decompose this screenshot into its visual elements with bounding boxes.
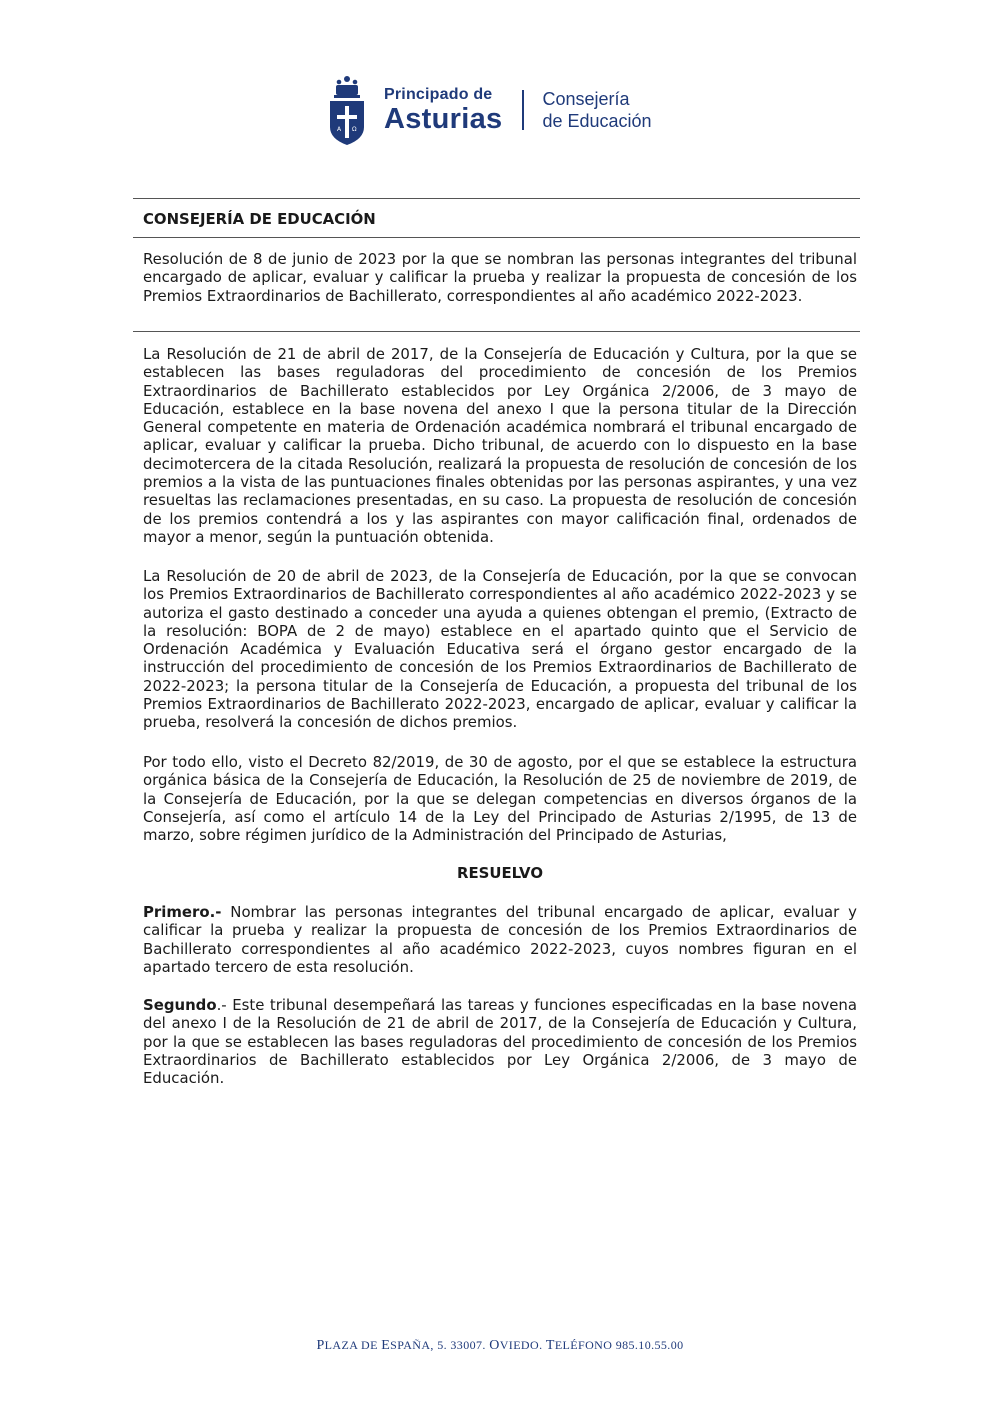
rule-bottom: [133, 331, 860, 332]
footer-p7: 985.10.55.00: [612, 1338, 684, 1352]
rule-top: [133, 198, 860, 199]
paragraph-1-text: La Resolución de 21 de abril de 2017, de la Consejería de Educación y Cultura, por la que se establecen las bases reguladoras del procedimiento de concesión de los Premios Extraordinarios de Bachillerato establecidos por Ley Orgánica 2/2006, de 3 mayo de Educación, establece en la base novena del anexo I que la persona titular de la Dirección General competente en materia de Ordenación académica nombrará el tribunal encargado de aplicar, evaluar y calificar la prueba. Dicho tribunal, de acuerdo con lo dispuesto en la base decimotercera de la citada Resolución, realizará la propuesta de resolución de concesión de los premios a la vista de las puntuaciones finales obtenidas por las personas aspirantes, y una vez resueltas las reclamaciones presentadas, en su caso. La propuesta de resolución de concesión de los premios contendrá a los y las aspirantes con mayor calificación final, ordenados de mayor a menor, según la puntuación obtenida.: [143, 345, 857, 546]
resolution-title-text: Resolución de 8 de junio de 2023 por la que se nombran las personas integrantes del tribunal encargado de aplicar, evaluar y calificar la prueba y realizar la propuesta de concesión de los Premios Extraordinarios de Bachillerato, correspondientes al año académico 2022-2023.: [143, 250, 857, 305]
department-name: [542, 88, 651, 132]
footer-address: [0, 1338, 1000, 1354]
rule-middle: [133, 237, 860, 238]
segundo-label: Segundo: [143, 996, 217, 1014]
footer-p2-rest: SPAÑA: [390, 1338, 431, 1352]
logo-divider: [522, 90, 524, 130]
footer-p2-cap: E: [381, 1338, 391, 1353]
article-primero-text: [143, 903, 857, 976]
footer-p3: , 5. 33007.: [430, 1338, 490, 1352]
primero-label: Primero: [143, 903, 210, 921]
paragraph-1: [143, 345, 857, 546]
svg-text:Ω: Ω: [352, 126, 357, 133]
footer-p6-cap: T: [545, 1338, 555, 1353]
logo-line1: Principado de: [384, 86, 493, 103]
dept-line1: Consejería: [542, 89, 630, 109]
paragraph-3: [143, 753, 857, 844]
primero-body: Nombrar las personas integrantes del tribunal encargado de aplicar, evaluar y calificar la prueba y realizar la propuesta de concesión de los Premios Extraordinarios de Bachillerato correspondientes al año académico 2022-2023, cuyos nombres figuran en el apartado tercero de esta resolución.: [143, 903, 857, 976]
paragraph-2: [143, 567, 857, 732]
dept-line2: de Educación: [542, 111, 652, 131]
segundo-body: Este tribunal desempeñará las tareas y funciones especificadas en la base novena del anexo I de la Resolución de 21 de abril de 2017, de la Consejería de Educación y Cultura, por la que se establecen las bases reguladoras del procedimiento de concesión de los Premios Extraordinarios de Bachillerato establecidos por Ley Orgánica 2/2006, de 3 mayo de Educación.: [143, 996, 857, 1088]
paragraph-2-text: La Resolución de 20 de abril de 2023, de la Consejería de Educación, por la que se convocan los Premios Extraordinarios de Bachillerato correspondientes al año académico 2022-2023 y se autoriza el gasto destinado a conceder una ayuda a quienes obtengan el premio, (Extracto de la resolución: BOPA de 2 de mayo) establece en el apartado quinto que el Servicio de Ordenación Académica y Evaluación Educativa será el órgano gestor encargado de la instrucción del procedimiento de concesión de los Premios Extraordinarios de Bachillerato de 2022-2023; la persona titular de la Consejería de Educación, a propuesta del tribunal de los Premios Extraordinarios de Bachillerato 2022-2023, encargado de aplicar, evaluar y calificar la prueba, resolverá la concesión de dichos premios.: [143, 567, 857, 732]
primero-sep: .-: [209, 903, 222, 921]
logo-line2: Asturias: [384, 103, 503, 135]
footer-p1-rest: LAZA DE: [324, 1338, 382, 1352]
resolution-title: [143, 250, 857, 305]
footer-p6-rest: ELÉFONO: [554, 1338, 613, 1352]
article-primero: [143, 903, 857, 976]
footer-p4-cap: O: [489, 1338, 500, 1353]
resuelvo-heading: RESUELVO: [457, 864, 543, 882]
asturias-shield-icon: [328, 75, 366, 145]
paragraph-3-text: Por todo ello, visto el Decreto 82/2019, de 30 de agosto, por el que se establece la estructura orgánica básica de la Consejería de Educación, la Resolución de 25 de noviembre de 2019, de la Consejería de Educación, por la que se delegan competencias en diversos órganos de la Consejería, así como el artículo 14 de la Ley del Principado de Asturias 2/1995, de 13 de marzo, sobre régimen jurídico de la Administración del Principado de Asturias,: [143, 753, 857, 845]
segundo-sep: .-: [216, 996, 227, 1014]
section-title: CONSEJERÍA DE EDUCACIÓN: [143, 210, 376, 228]
header-logo: [328, 74, 652, 146]
svg-text:A: A: [337, 126, 342, 133]
footer-p1-cap: P: [316, 1338, 325, 1353]
footer-p4-rest: VIEDO: [499, 1338, 540, 1352]
article-segundo: [143, 996, 857, 1087]
logo-wordmark: [384, 86, 502, 134]
footer-p5: .: [539, 1338, 546, 1352]
article-segundo-text: [143, 996, 857, 1087]
